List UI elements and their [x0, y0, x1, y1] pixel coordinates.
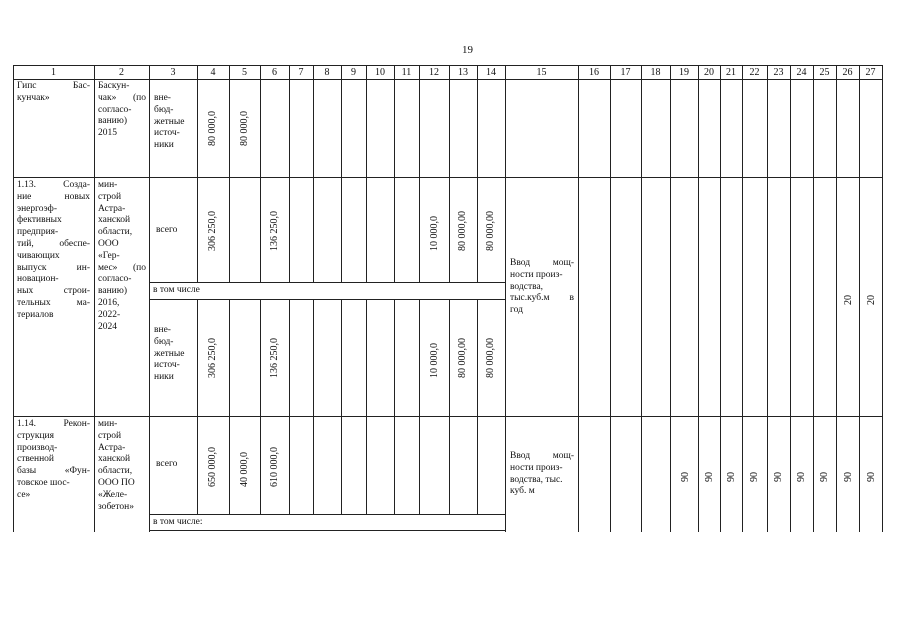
header-col-24: 24 [796, 67, 807, 78]
header-col-14: 14 [486, 67, 496, 78]
r114-value-c27: 90 [866, 472, 877, 482]
text-line: товское шос- [17, 477, 70, 488]
r114-value-c25: 90 [819, 472, 830, 482]
r113-value-c26: 20 [843, 295, 854, 305]
text-line: фективных [17, 215, 62, 226]
gips-project-name [17, 81, 90, 105]
r113-indicator [510, 258, 574, 317]
header-col-6: 6 [272, 67, 277, 78]
text-line: бюд- [154, 104, 174, 115]
r113-sub-c14: 80 000,00 [485, 338, 496, 378]
text-line: области, [98, 466, 133, 477]
text-line: строй [98, 191, 122, 202]
header-col-18: 18 [650, 67, 661, 78]
text-line: источ- [154, 360, 180, 371]
text-line: бюд- [154, 336, 174, 347]
text-line: Баскун- [98, 81, 130, 91]
r113-sub-c4: 306 250,0 [207, 338, 218, 378]
r113-total-c4: 306 250,0 [207, 211, 218, 251]
text-line: мин- [98, 180, 118, 190]
text-line: Астра- [98, 203, 126, 214]
text-line: се» [17, 489, 31, 500]
r114-total-c4: 650 000,0 [207, 447, 218, 487]
gips-source-label [154, 93, 196, 152]
text-line: год [510, 305, 523, 316]
text-line: зобетон» [98, 501, 134, 512]
text-line: ванию) [98, 286, 128, 297]
text-line: мес» (по [98, 262, 146, 273]
header-col-10: 10 [375, 67, 385, 78]
text-line: «Желе- [98, 489, 128, 500]
text-line: чивающих [17, 250, 60, 261]
r114-value-c20: 90 [704, 472, 715, 482]
header-col-8: 8 [324, 67, 330, 78]
text-line: энергоэф- [17, 203, 57, 214]
r114-value-c26: 90 [843, 472, 854, 482]
text-line: жетные [154, 348, 185, 359]
header-col-17: 17 [620, 67, 631, 78]
r113-executor [98, 180, 146, 333]
header-col-12: 12 [429, 67, 439, 78]
text-line: вне- [154, 325, 171, 335]
text-line: ханской [98, 454, 131, 465]
gips-value-c4: 80 000,0 [207, 111, 218, 146]
text-line: ники [154, 140, 174, 151]
r114-value-c21: 90 [726, 472, 737, 482]
header-col-11: 11 [401, 67, 412, 78]
text-line: тельных ма- [17, 297, 90, 308]
text-line: ООО ПО [98, 477, 135, 488]
text-line: ханской [98, 215, 131, 226]
text-line: 2024 [98, 321, 117, 332]
text-line: согласо- [98, 274, 132, 285]
text-line: тыс.куб.м в [510, 293, 574, 304]
r113-total-c6: 136 250,0 [269, 211, 280, 251]
gips-value-c5: 80 000,0 [239, 111, 250, 146]
text-line: струкция [17, 430, 55, 441]
text-line: области, [98, 227, 133, 238]
r113-sub-c6: 136 250,0 [269, 338, 280, 378]
gips-executor [98, 81, 146, 140]
header-col-20: 20 [704, 67, 714, 78]
header-col-9: 9 [351, 67, 356, 78]
text-line: ние новых [17, 191, 90, 202]
text-line: Астра- [98, 442, 126, 453]
r114-value-c19: 90 [680, 472, 691, 482]
text-line: базы «Фун- [17, 466, 90, 477]
text-line: Ввод мощ- [510, 451, 574, 461]
text-line: ООО [98, 238, 119, 249]
r113-project-name [17, 180, 90, 322]
r114-value-c23: 90 [773, 472, 784, 482]
text-line: строй [98, 430, 122, 441]
text-line: Гипс Бас- [17, 81, 90, 91]
text-line: териалов [17, 309, 54, 320]
text-line: 2022- [98, 309, 121, 320]
text-line: ных строи- [17, 286, 90, 297]
text-line: производ- [17, 442, 58, 453]
text-line: 1.14. Рекон- [17, 419, 90, 429]
text-line: 2015 [98, 128, 117, 139]
page-number: 19 [462, 44, 473, 56]
text-line: ники [154, 372, 174, 383]
r113-including-label: в том числе [153, 285, 200, 295]
text-line: предприя- [17, 227, 59, 238]
header-col-16: 16 [589, 67, 599, 78]
text-line: 1.13. Созда- [17, 180, 90, 190]
header-col-2: 2 [119, 67, 124, 78]
r113-total-c14: 80 000,00 [485, 211, 496, 251]
r113-total-label: всего [156, 225, 178, 235]
header-col-15: 15 [536, 67, 547, 78]
text-line: мин- [98, 419, 118, 429]
text-line: выпуск ин- [17, 262, 90, 273]
header-col-3: 3 [170, 67, 176, 78]
header-col-25: 25 [819, 67, 830, 78]
header-col-1: 1 [51, 67, 56, 78]
text-line: ности произ- [510, 462, 563, 473]
header-col-5: 5 [242, 67, 247, 78]
r114-project-name [17, 419, 90, 502]
header-col-21: 21 [726, 67, 736, 78]
r113-total-c13: 80 000,00 [457, 211, 468, 251]
header-col-26: 26 [842, 67, 853, 78]
r114-value-c24: 90 [796, 472, 807, 482]
text-line: ности произ- [510, 269, 563, 280]
text-line: Ввод мощ- [510, 258, 574, 268]
text-line: куб. м [510, 486, 535, 497]
text-line: согласо- [98, 104, 132, 115]
header-col-7: 7 [298, 67, 304, 78]
header-col-13: 13 [458, 67, 468, 78]
text-line: водства, тыс. [510, 474, 563, 485]
text-line: водства, [510, 281, 544, 292]
header-col-22: 22 [749, 67, 760, 78]
r114-total-c6: 610 000,0 [269, 447, 280, 487]
header-col-23: 23 [773, 67, 784, 78]
header-col-27: 27 [865, 67, 876, 78]
text-line: «Гер- [98, 250, 120, 261]
text-line: ванию) [98, 116, 128, 127]
r113-value-c27: 20 [866, 295, 877, 305]
r114-value-c22: 90 [749, 472, 760, 482]
text-line: тий, обеспе- [17, 238, 90, 249]
text-line: ственной [17, 454, 55, 465]
text-line: чак» (по [98, 92, 146, 103]
text-line: жетные [154, 116, 185, 127]
header-col-4: 4 [210, 67, 216, 78]
text-line: вне- [154, 93, 171, 103]
text-line: 2016, [98, 297, 120, 308]
r114-total-label: всего [156, 459, 178, 469]
text-line: новацион- [17, 274, 59, 285]
text-line: источ- [154, 128, 180, 139]
text-line: кунчак» [17, 92, 50, 103]
r113-sub-c13: 80 000,00 [457, 338, 468, 378]
r114-including-label: в том числе: [153, 517, 203, 527]
r113-total-c12: 10 000,0 [429, 216, 440, 251]
r114-indicator [510, 451, 574, 498]
header-col-19: 19 [679, 67, 689, 78]
r114-executor [98, 419, 146, 513]
r113-source-label [154, 325, 196, 384]
r113-sub-c12: 10 000,0 [429, 343, 440, 378]
r114-total-c5: 40 000,0 [239, 452, 250, 487]
